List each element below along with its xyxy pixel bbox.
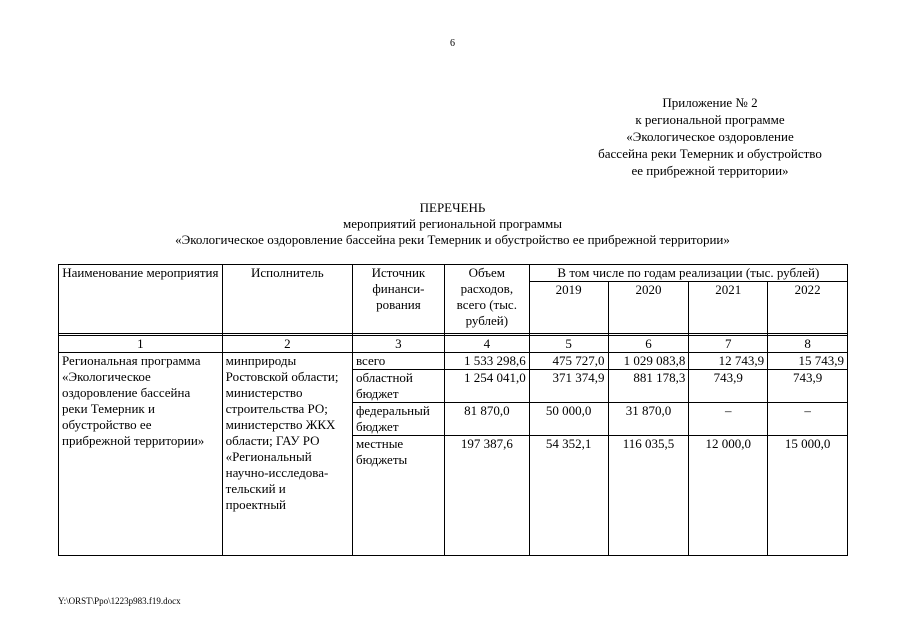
year-cell: 15 743,9 bbox=[768, 353, 848, 370]
year-cell: 371 374,9 bbox=[529, 370, 608, 403]
appendix-line: «Экологическое оздоровление bbox=[626, 129, 794, 144]
column-numbers-row bbox=[59, 336, 848, 353]
year-cell: 881 178,3 bbox=[608, 370, 689, 403]
column-number: 2 bbox=[222, 336, 352, 353]
year-cell: 31 870,0 bbox=[608, 403, 689, 436]
year-cell: 475 727,0 bbox=[529, 353, 608, 370]
table-row bbox=[59, 353, 848, 370]
appendix-note bbox=[560, 94, 860, 179]
total-cell: 81 870,0 bbox=[444, 403, 529, 436]
document-title bbox=[0, 200, 905, 248]
title-line: ПЕРЕЧЕНЬ bbox=[419, 200, 486, 215]
year-cell: 50 000,0 bbox=[529, 403, 608, 436]
column-number: 3 bbox=[352, 336, 444, 353]
total-cell: 197 387,6 bbox=[444, 436, 529, 556]
year-cell: 116 035,5 bbox=[608, 436, 689, 556]
header-volume: Объем расходов, всего (тыс. рублей) bbox=[444, 265, 529, 334]
column-number: 5 bbox=[529, 336, 608, 353]
header-name: Наименование мероприятия bbox=[59, 265, 223, 334]
header-years-group: В том числе по годам реализации (тыс. рублей) bbox=[529, 265, 847, 282]
appendix-line: бассейна реки Темерник и обустройство bbox=[598, 146, 822, 161]
year-cell: – bbox=[689, 403, 768, 436]
appendix-line: Приложение № 2 bbox=[662, 95, 758, 110]
header-year: 2021 bbox=[689, 282, 768, 334]
measures-table bbox=[58, 264, 848, 556]
header-year: 2020 bbox=[608, 282, 689, 334]
executor-cell: минприроды Ростовской области; министерство строительства РО; министерство ЖКХ области; ГАУ РО «Региональный научно-исследова-тельский и проектный bbox=[222, 353, 352, 556]
year-cell: 743,9 bbox=[768, 370, 848, 403]
column-number: 1 bbox=[59, 336, 223, 353]
year-cell: 54 352,1 bbox=[529, 436, 608, 556]
year-cell: 12 000,0 bbox=[689, 436, 768, 556]
header-row bbox=[59, 265, 848, 282]
column-number: 7 bbox=[689, 336, 768, 353]
year-cell: 12 743,9 bbox=[689, 353, 768, 370]
year-cell: 1 029 083,8 bbox=[608, 353, 689, 370]
appendix-line: ее прибрежной территории» bbox=[631, 163, 789, 178]
source-cell: областной бюджет bbox=[352, 370, 444, 403]
header-executor: Исполнитель bbox=[222, 265, 352, 334]
header-year: 2022 bbox=[768, 282, 848, 334]
appendix-line: к региональной программе bbox=[635, 112, 785, 127]
total-cell: 1 254 041,0 bbox=[444, 370, 529, 403]
title-line: «Экологическое оздоровление бассейна реки Темерник и обустройство ее прибрежной территории» bbox=[175, 232, 730, 247]
column-number: 8 bbox=[768, 336, 848, 353]
program-name-cell: Региональная программа «Экологическое оздоровление бассейна реки Темерник и обустройство ее прибрежной территории» bbox=[59, 353, 223, 556]
year-cell: 15 000,0 bbox=[768, 436, 848, 556]
source-cell: местные бюджеты bbox=[352, 436, 444, 556]
source-cell: всего bbox=[352, 353, 444, 370]
total-cell: 1 533 298,6 bbox=[444, 353, 529, 370]
header-source: Источник финанси-рования bbox=[352, 265, 444, 334]
column-number: 4 bbox=[444, 336, 529, 353]
column-number: 6 bbox=[608, 336, 689, 353]
title-line: мероприятий региональной программы bbox=[343, 216, 562, 231]
file-path-footer: Y:\ORST\Ppo\1223p983.f19.docx bbox=[58, 596, 181, 606]
year-cell: – bbox=[768, 403, 848, 436]
page-number: 6 bbox=[450, 38, 455, 49]
header-year: 2019 bbox=[529, 282, 608, 334]
year-cell: 743,9 bbox=[689, 370, 768, 403]
source-cell: федеральный бюджет bbox=[352, 403, 444, 436]
